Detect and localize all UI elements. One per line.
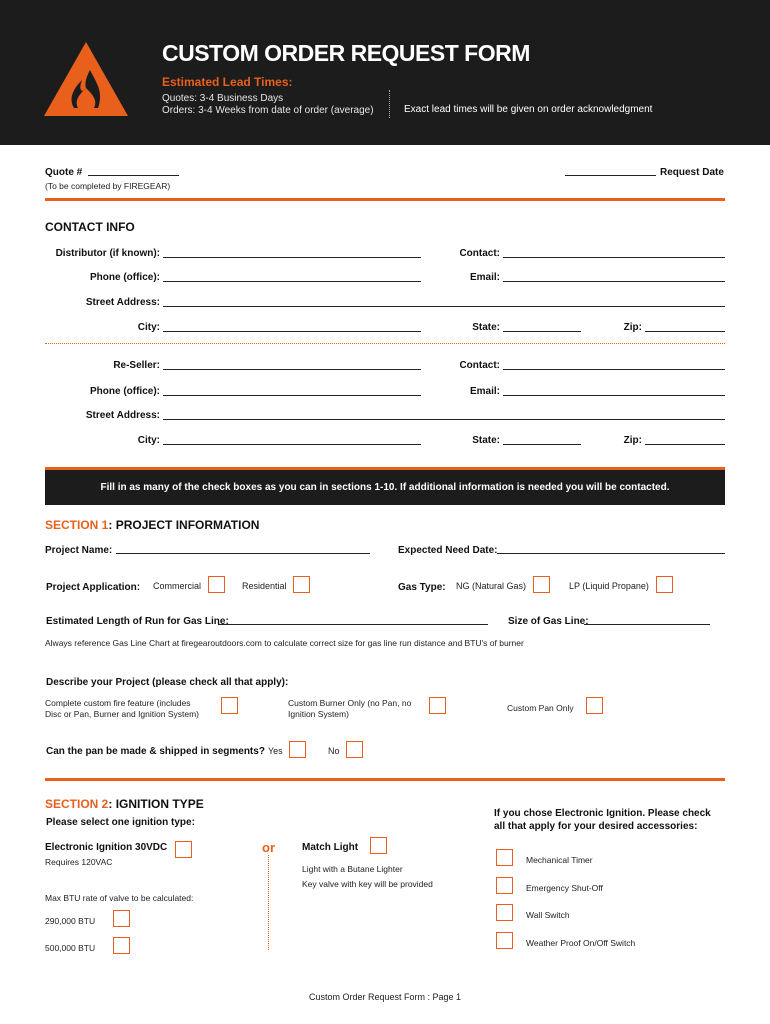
reseller-email-field[interactable]: [503, 395, 725, 396]
segments-question: Can the pan be made & shipped in segments?: [46, 746, 265, 757]
residential-label: Residential: [242, 581, 287, 591]
max-btu-label: Max BTU rate of valve to be calculated:: [45, 893, 194, 903]
accessories-question-line1: If you chose Electronic Ignition. Please check: [494, 808, 711, 819]
section2-title: : IGNITION TYPE: [108, 797, 204, 811]
reseller-street-field[interactable]: [163, 419, 725, 420]
lp-label: LP (Liquid Propane): [569, 581, 649, 591]
dotted-divider: [45, 343, 725, 344]
expected-date-label: Expected Need Date:: [398, 545, 498, 556]
section2-heading: [45, 797, 204, 811]
describe-label: Describe your Project (please check all that apply):: [46, 677, 289, 688]
reseller-email-label: Email:: [469, 386, 500, 397]
header-divider: [389, 90, 390, 118]
no-label: No: [328, 746, 340, 756]
street-label: Street Address:: [85, 297, 160, 308]
reseller-contact-field[interactable]: [503, 369, 725, 370]
reseller-state-field[interactable]: [503, 444, 581, 445]
reseller-phone-label: Phone (office):: [90, 386, 160, 397]
pan-only-checkbox[interactable]: [586, 697, 603, 714]
reseller-street-label: Street Address:: [85, 410, 160, 421]
option1-line2: Disc or Pan, Burner and Ignition System): [45, 709, 200, 719]
flame-logo-icon: [44, 42, 128, 116]
residential-checkbox[interactable]: [293, 576, 310, 593]
match-light-note1: Light with a Butane Lighter: [302, 864, 403, 874]
gas-type-label: Gas Type:: [398, 582, 446, 593]
lp-checkbox[interactable]: [656, 576, 673, 593]
expected-date-field[interactable]: [497, 553, 725, 554]
reseller-city-field[interactable]: [163, 444, 421, 445]
ng-label: NG (Natural Gas): [456, 581, 527, 591]
orders-lead-time: Orders: 3-4 Weeks from date of order (average): [162, 105, 374, 116]
option1-line1: Complete custom fire feature (includes: [45, 698, 191, 708]
reseller-phone-field[interactable]: [163, 395, 421, 396]
section1-number: SECTION 1: [45, 518, 109, 532]
reseller-contact-label: Contact:: [459, 360, 500, 371]
mechanical-timer-checkbox[interactable]: [496, 849, 513, 866]
accessory-label: Wall Switch: [526, 910, 570, 920]
segments-yes-checkbox[interactable]: [289, 741, 306, 758]
reseller-field[interactable]: [163, 369, 421, 370]
electronic-ignition-label: Electronic Ignition 30VDC: [45, 842, 168, 853]
requires-120vac: Requires 120VAC: [45, 857, 113, 867]
complete-feature-checkbox[interactable]: [221, 697, 238, 714]
section2-number: SECTION 2: [45, 797, 109, 811]
quotes-lead-time: Quotes: 3-4 Business Days: [162, 93, 284, 104]
quote-note: (To be completed by FIREGEAR): [45, 181, 171, 191]
burner-only-checkbox[interactable]: [429, 697, 446, 714]
quote-number-field[interactable]: [88, 175, 179, 176]
btu-290-label: 290,000 BTU: [45, 916, 96, 926]
btu-290-checkbox[interactable]: [113, 910, 130, 927]
contact-field[interactable]: [503, 257, 725, 258]
match-light-note2: Key valve with key will be provided: [302, 879, 433, 889]
email-label: Email:: [469, 272, 500, 283]
electronic-ignition-checkbox[interactable]: [175, 841, 192, 858]
weatherproof-switch-checkbox[interactable]: [496, 932, 513, 949]
lead-times-note: Exact lead times will be given on order acknowledgment: [404, 104, 653, 115]
instructions-banner: [45, 467, 725, 505]
emergency-shutoff-checkbox[interactable]: [496, 877, 513, 894]
email-field[interactable]: [503, 281, 725, 282]
state-label: State:: [472, 322, 500, 333]
project-name-field[interactable]: [116, 553, 370, 554]
dotted-vertical-divider: [268, 855, 269, 950]
reseller-city-label: City:: [137, 435, 160, 446]
ng-checkbox[interactable]: [533, 576, 550, 593]
reseller-state-label: State:: [472, 435, 500, 446]
option3-label: Custom Pan Only: [507, 703, 574, 713]
request-date-field[interactable]: [565, 175, 656, 176]
wall-switch-checkbox[interactable]: [496, 904, 513, 921]
match-light-label: Match Light: [302, 842, 359, 853]
city-field[interactable]: [163, 331, 421, 332]
option2-line2: Ignition System): [288, 709, 349, 719]
project-name-label: Project Name:: [45, 545, 113, 556]
phone-field[interactable]: [163, 281, 421, 282]
btu-500-label: 500,000 BTU: [45, 943, 96, 953]
or-separator: or: [262, 840, 275, 855]
commercial-label: Commercial: [153, 581, 202, 591]
street-field[interactable]: [163, 306, 725, 307]
zip-label: Zip:: [623, 322, 642, 333]
btu-500-checkbox[interactable]: [113, 937, 130, 954]
instructions-text: Fill in as many of the check boxes as you can in sections 1-10. If additional information is needed you will be contacted.: [100, 482, 670, 493]
page-footer: Custom Order Request Form : Page 1: [308, 992, 462, 1002]
lead-times-title: Estimated Lead Times:: [162, 75, 293, 89]
contact-heading: CONTACT INFO: [45, 220, 135, 234]
request-date-label: Request Date: [660, 167, 724, 178]
city-label: City:: [137, 322, 160, 333]
zip-field[interactable]: [645, 331, 725, 332]
section1-title: : PROJECT INFORMATION: [108, 518, 260, 532]
orange-divider-2: [45, 778, 725, 781]
application-label: Project Application:: [46, 582, 141, 593]
reseller-zip-label: Zip:: [623, 435, 642, 446]
size-gas-field[interactable]: [584, 624, 710, 625]
phone-label: Phone (office):: [90, 272, 160, 283]
accessory-label: Mechanical Timer: [526, 855, 593, 865]
run-length-label: Estimated Length of Run for Gas Line:: [46, 616, 229, 627]
quote-label: Quote #: [45, 167, 83, 178]
gas-chart-reference: Always reference Gas Line Chart at firegearoutdoors.com to calculate correct size for gas line run distance and BTU's of burner: [45, 638, 524, 648]
accessory-label: Weather Proof On/Off Switch: [526, 938, 636, 948]
commercial-checkbox[interactable]: [208, 576, 225, 593]
run-length-field[interactable]: [218, 624, 488, 625]
size-gas-label: Size of Gas Line:: [508, 616, 589, 627]
orange-divider: [45, 198, 725, 201]
distributor-field[interactable]: [163, 257, 421, 258]
state-field[interactable]: [503, 331, 581, 332]
yes-label: Yes: [268, 746, 283, 756]
option2-line1: Custom Burner Only (no Pan, no: [288, 698, 412, 708]
contact-label: Contact:: [459, 248, 500, 259]
accessories-question-line2: all that apply for your desired accessories:: [494, 821, 698, 832]
reseller-zip-field[interactable]: [645, 444, 725, 445]
match-light-checkbox[interactable]: [370, 837, 387, 854]
distributor-label: Distributor (if known):: [55, 248, 160, 259]
reseller-label: Re-Seller:: [113, 360, 160, 371]
accessory-label: Emergency Shut-Off: [526, 883, 603, 893]
page-title: CUSTOM ORDER REQUEST FORM: [162, 40, 530, 66]
segments-no-checkbox[interactable]: [346, 741, 363, 758]
section1-heading: [45, 518, 259, 532]
ignition-select-label: Please select one ignition type:: [46, 817, 195, 828]
